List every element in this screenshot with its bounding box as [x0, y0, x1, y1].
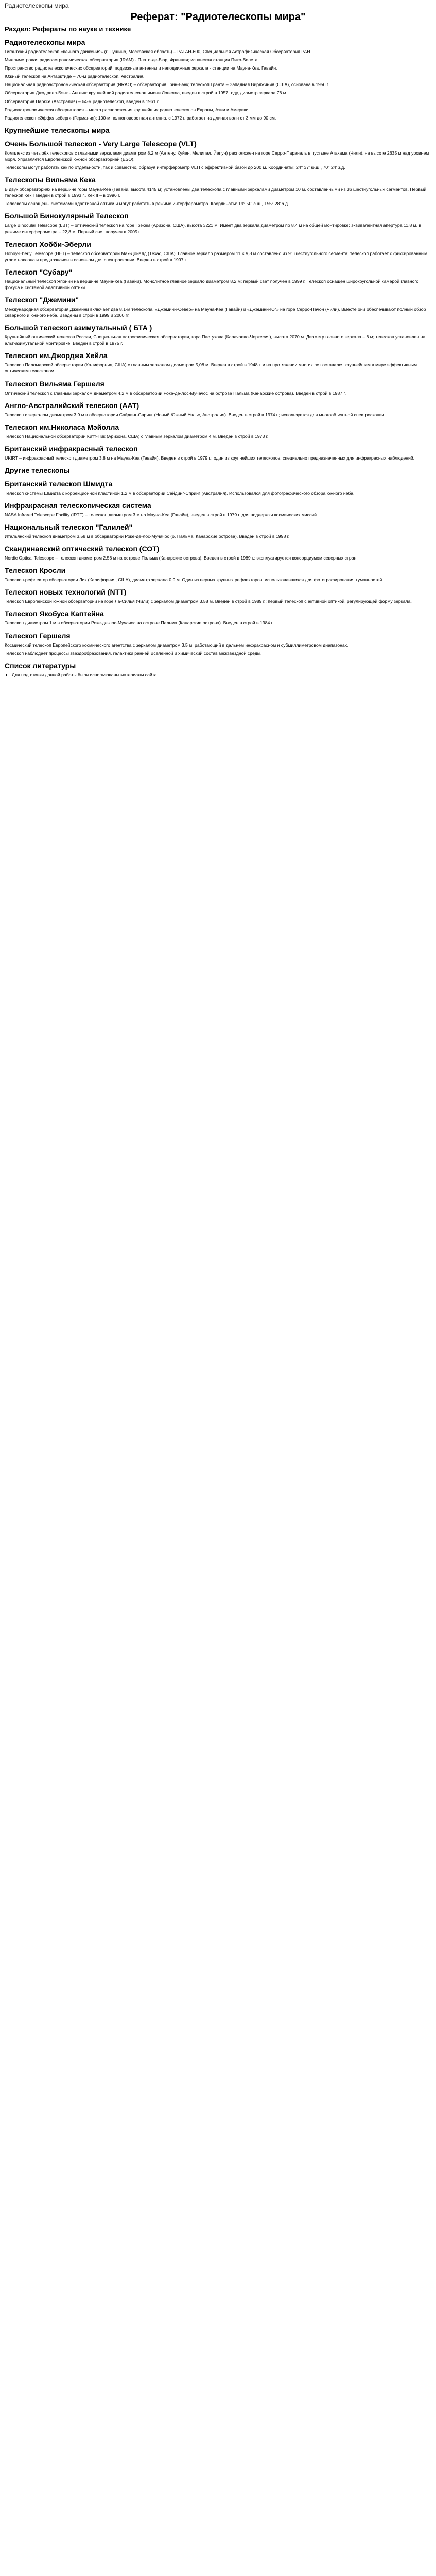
section-heading: Телескоп Якобуса Каптейна: [5, 609, 104, 618]
paragraph: Национальная радиоастрономическая обсерватория (NRAO) – обсерватория Грин-Бэнк; телескоп Гранта – Западная Вирджиния (США), основана в 1956 г.: [5, 82, 329, 88]
paragraph: Nordic Optical Telescope – телескоп диаметром 2,56 м на острове Пальма (Канарские острова). Введен в строй в 1989 г.; эксплуатируется консорциумом северных стран.: [5, 555, 358, 561]
paragraph: В двух обсерваториях на вершине горы Мауна-Кеа (Гавайи, высота 4145 м) установлены два телескопа с главными зеркалами диаметром 10 м, составленными из 36 шестиугольных сегментов. Первый телескоп Кек I введен в строй в 1993 г., Кек II – в 1996 г.: [5, 187, 427, 198]
paragraph: Обсерватория Джодрелл-Бэнк - Англия: крупнейший радиотелескоп имени Ловелла, введен в строй в 1957 году, диаметр зеркала 76 м.: [5, 90, 288, 96]
source-item: • Для подготовки данной работы были использованы материалы сайта.: [12, 672, 431, 678]
paragraph: Телескопы оснащены системами адаптивной оптики и могут работать в режиме интерферометра. Координаты: 19° 50' с.ш., 155° 28' з.д.: [5, 201, 289, 207]
document-header: Радиотелескопы мира: [5, 2, 69, 9]
section-line: Раздел: Рефераты по науке и технике: [5, 25, 131, 33]
paragraph: Международная обсерватория Джемини включает два 8,1-м телескопа: «Джемини-Север» на Мауна-Кеа (Гавайи) и «Джемини-Юг» на горе Серро-Пачон (Чили). Вместе они обеспечивают полный обзор северного и южного неба. Введены в строй в 1999 и 2000 гг.: [5, 306, 426, 318]
paragraph: Телескоп Европейской южной обсерватории на горе Ла-Силья (Чили) с зеркалом диаметром 3,58 м. Введен в строй в 1989 г.; первый телескоп с активной оптикой, регулирующей форму зеркала.: [5, 599, 412, 604]
section-heading: Телескоп им.Николаса Мэйолла: [5, 422, 119, 431]
section-heading: Британский телескоп Шмидта: [5, 479, 113, 488]
section-heading: Инфракрасная телескопическая система: [5, 501, 151, 510]
paragraph: Large Binocular Telescope (LBT) – оптический телескоп на горе Грэхем (Аризона, США), высота 3221 м. Имеет два зеркала диаметром по 8,4 м на общей монтировке; эквивалентная апертура 11,8 м, в режиме интерферометра – 22,8 м. Первый свет получен в 2005 г.: [5, 223, 422, 234]
paragraph: Пространство радиотелескопических обсерваторий: подвижные антенны и неподвижные зеркала - станции на Мауна-Кеа, Гавайи.: [5, 65, 277, 71]
document-body: [5, 38, 431, 656]
section-heading: Телескоп Кросли: [5, 566, 66, 575]
section-heading: Национальный телескоп "Галилей": [5, 523, 133, 532]
paragraph: Радиоастрономическая обсерватория – место расположения крупнейших радиотелескопов Европы, Азии и Америки.: [5, 107, 250, 112]
section-heading: Телескоп Хобби-Эберли: [5, 240, 91, 248]
paragraph: Обсерватория Парксе (Австралия) – 64-м радиотелескоп, введён в 1961 г.: [5, 98, 160, 104]
paragraph: Телескоп-рефлектор обсерватории Лик (Калифорния, США), диаметр зеркала 0,9 м. Один из первых крупных рефлекторов, использовавшихся для фотографирования туманностей.: [5, 577, 383, 583]
paragraph: Телескоп Национальной обсерватории Китт-Пик (Аризона, США) с главным зеркалом диаметром 4 м. Введен в строй в 1973 г.: [5, 433, 269, 439]
sources-list: [5, 672, 431, 678]
section-heading: Крупнейшие телескопы мира: [5, 126, 110, 134]
paragraph: Комплекс из четырёх телескопов с главными зеркалами диаметром 8,2 м (Антену, Куйен, Мелипал, Йепун) расположен на горе Серро-Параналь в пустыне Атакама (Чили), на высоте 2635 м над уровнем моря. Управляется Европейской южной обсерваторией (ESO).: [5, 150, 429, 162]
section-heading: Большой Бинокулярный Телескоп: [5, 212, 129, 221]
paragraph: Hobby-Eberly Telescope (HET) – телескоп обсерватории Мак-Доналд (Техас, США). Главное зеркало размером 11 × 9,8 м составлено из 91 шестиугольного сегмента; телескоп работает с фиксированным углом наклона и предназначен в основном для спектроскопии. Введен в строй в 1997 г.: [5, 250, 428, 262]
paragraph: Телескоп с зеркалом диаметром 3,9 м в обсерватории Сайдинг-Спринг (Новый Южный Уэльс, Австралия). Введен в строй в 1974 г.; используется для многообъектной спектроскопии.: [5, 412, 386, 417]
section-heading: Скандинавский оптический телескоп (СОТ): [5, 545, 160, 553]
paragraph: Телескоп Паломарской обсерватории (Калифорния, США) с главным зеркалом диаметром 5,08 м. Введен в строй в 1948 г. и на протяжении многих лет оставался крупнейшим в мире эффективным оптическим телескопом.: [5, 362, 417, 374]
paragraph: Телескоп системы Шмидта с коррекционной пластиной 1,2 м в обсерватории Сайдинг-Спринг (Австралия). Использовался для фотографического обзора южного неба.: [5, 490, 355, 496]
paragraph: Южный телескоп на Антарктиде – 70-м радиотелескоп. Австралия.: [5, 74, 145, 79]
paragraph: Космический телескоп Европейского космического агентства с зеркалом диаметром 3,5 м, работающий в дальнем инфракрасном и субмиллиметровом диапазонах.: [5, 642, 348, 648]
paragraph: Национальный телескоп Японии на вершине Мауна-Кеа (Гавайи). Монолитное главное зеркало диаметром 8,2 м; первый свет получен в 1999 г. Телескоп оснащен широкоугольной камерой главного фокуса и системой адаптивной оптики.: [5, 278, 419, 290]
page-title: Реферат: "Радиотелескопы мира": [130, 11, 306, 23]
section-heading: Телескоп Гершеля: [5, 631, 71, 640]
section-heading: Очень Большой телескоп - Very Large Telescope (VLT): [5, 139, 197, 148]
section-heading: Телескоп Вильяма Гершеля: [5, 379, 104, 388]
paragraph: Телескопы могут работать как по отдельности, так и совместно, образуя интерферометр VLTI с эффективной базой до 200 м. Координаты: 24° 37' ю.ш., 70° 24' з.д.: [5, 165, 345, 171]
section-heading: Телескоп новых технологий (NTT): [5, 588, 127, 597]
paragraph: UKIRT – инфракрасный телескоп диаметром 3,8 м на Мауна-Кеа (Гавайи). Введен в строй в 1979 г.; один из крупнейших телескопов, специально предназначенных для инфракрасных наблюдений.: [5, 455, 415, 461]
document-page: [0, 0, 436, 678]
section-heading: Телескоп "Субару": [5, 267, 73, 276]
paragraph: Гигантский радиотелескоп «вечного движения» (г. Пущино, Московская область) – РАТАН-600, Специальная Астрофизическая Обсерватория РАН: [5, 49, 310, 54]
section-heading: Большой телескоп азимутальный ( БТА ): [5, 324, 152, 332]
paragraph: NASA Infrared Telescope Facility (IRTF) – телескоп диаметром 3 м на Мауна-Кеа (Гавайи), введен в строй в 1979 г. для поддержки космических миссий.: [5, 512, 318, 517]
section-heading: Телескоп им.Джорджа Хейла: [5, 351, 108, 360]
section-heading: Другие телескопы: [5, 466, 70, 474]
paragraph: Крупнейший оптический телескоп России, Специальная астрофизическая обсерватория, гора Пастухова (Карачаево-Черкесия), высота 2070 м. Диаметр главного зеркала – 6 м; телескоп установлен на альт-азимутальной монтировке. Введен в строй в 1975 г.: [5, 334, 426, 346]
paragraph: Радиотелескоп «Эффельсберг» (Германия): 100-м полноповоротная антенна, с 1972 г. работает на длинах волн от 3 мм до 90 см.: [5, 115, 276, 121]
paragraph: Телескоп наблюдает процессы звездообразования, галактики ранней Вселенной и химический состав межзвёздной среды.: [5, 650, 262, 656]
section-heading: Радиотелескопы мира: [5, 38, 85, 46]
section-heading: Британский инфракрасный телескоп: [5, 444, 138, 453]
paragraph: Миллиметровая радиоастрономическая обсерватория (IRAM) - Плато-де-Бюр, Франция; испанская станция Пико-Велета.: [5, 57, 259, 63]
section-heading: Англо-Австралийский телескоп (ААТ): [5, 401, 139, 410]
paragraph: Оптический телескоп с главным зеркалом диаметром 4,2 м в обсерватории Роке-де-лос-Мучачос на острове Пальма (Канарские острова). Введен в строй в 1987 г.: [5, 390, 346, 396]
section-heading: Телескопы Вильяма Кека: [5, 176, 96, 184]
paragraph: Итальянский телескоп диаметром 3,58 м в обсерватории Роке-де-лос-Мучачос (о. Пальма, Канарские острова). Введен в строй в 1998 г.: [5, 534, 290, 539]
sources-heading: Список литературы: [5, 661, 76, 670]
paragraph: Телескоп диаметром 1 м в обсерватории Роке-де-лос-Мучачос на острове Пальма (Канарские острова). Введен в строй в 1984 г.: [5, 620, 274, 626]
section-heading: Телескоп "Джемини": [5, 295, 79, 304]
